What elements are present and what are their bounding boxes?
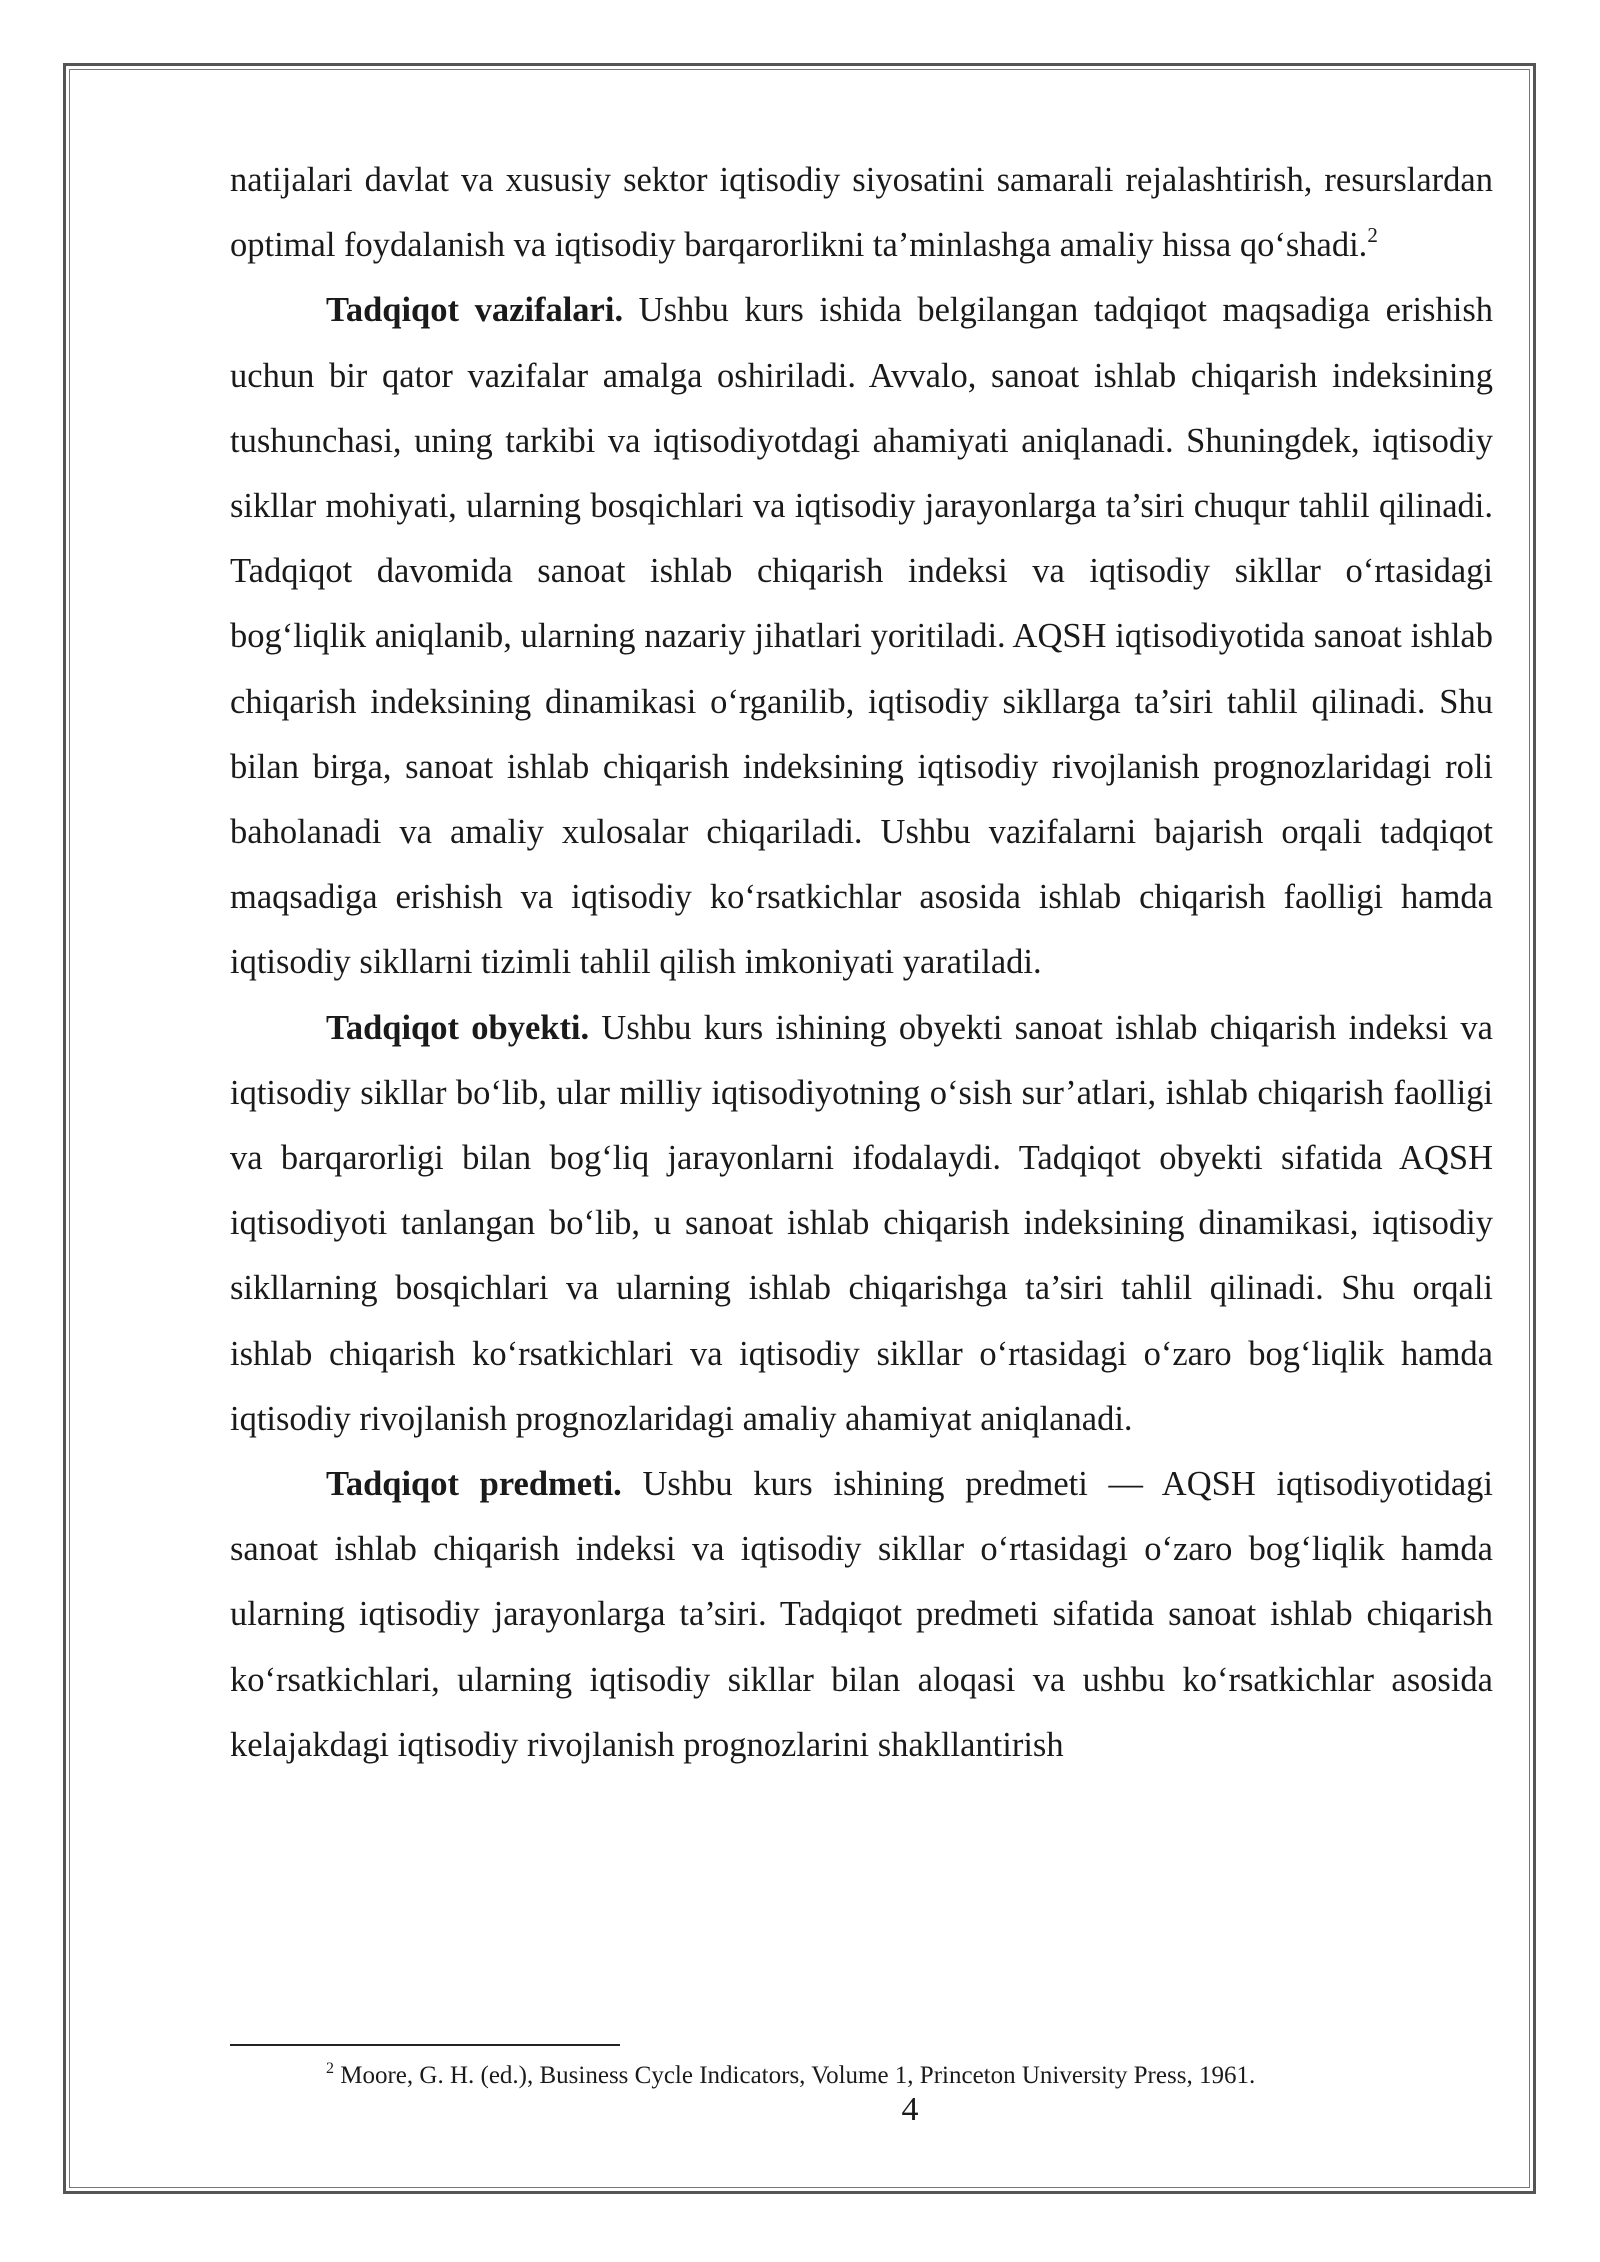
paragraph-text: Ushbu kurs ishining obyekti sanoat ishlab chiqarish indeksi va iqtisodiy sikllar bo‘lib, ular milliy iqtisodiyotning o‘sish sur’atlari, ishlab chiqarish faolligi va barqarorligi bilan bog‘liq jarayonlarni ifodalaydi. Tadqiqot obyekti sifatida AQSH iqtisodiyoti tanlangan bo‘lib, u sanoat ishlab chiqarish indeksining dinamikasi, iqtisodiy sikllarning bosqichlari va ularning ishlab chiqarishga ta’siri tahlil qilinadi. Shu orqali ishlab chiqarish ko‘rsatkichlari va iqtisodiy sikllar o‘rtasidagi o‘zaro bog‘liqlik hamda iqtisodiy rivojlanish prognozlaridagi amaliy ahamiyat aniqlanadi. — [230, 1008, 1493, 1438]
footnote — [326, 2060, 1486, 2092]
paragraph-obyekti — [230, 996, 1493, 1452]
page-number: 4 — [901, 2091, 919, 2128]
section-heading: Tadqiqot predmeti. — [326, 1465, 622, 1504]
section-heading: Tadqiqot vazifalari. — [326, 291, 624, 330]
section-heading: Tadqiqot obyekti. — [326, 1008, 590, 1047]
body-text — [230, 148, 1493, 1778]
paragraph-text: Ushbu kurs ishida belgilangan tadqiqot maqsadiga erishish uchun bir qator vazifalar amalga oshiriladi. Avvalo, sanoat ishlab chiqarish indeksining tushunchasi, uning tarkibi va iqtisodiyotdagi ahamiyati aniqlanadi. Shuningdek, iqtisodiy sikllar mohiyati, ularning bosqichlari va iqtisodiy jarayonlarga ta’siri chuqur tahlil qilinadi. Tadqiqot davomida sanoat ishlab chiqarish indeksi va iqtisodiy sikllar o‘rtasidagi bog‘liqlik aniqlanib, ularning nazariy jihatlari yoritiladi. AQSH iqtisodiyotida sanoat ishlab chiqarish indeksining dinamikasi o‘rganilib, iqtisodiy sikllarga ta’siri tahlil qilinadi. Shu bilan birga, sanoat ishlab chiqarish indeksining iqtisodiy rivojlanish prognozlaridagi roli baholanadi va amaliy xulosalar chiqariladi. Ushbu vazifalarni bajarish orqali tadqiqot maqsadiga erishish va iqtisodiy ko‘rsatkichlar asosida ishlab chiqarish faolligi hamda iqtisodiy sikllarni tizimli tahlil qilish imkoniyati yaratiladi. — [230, 291, 1493, 982]
footnote-number: 2 — [326, 2060, 334, 2077]
paragraph-text: natijalari davlat va xususiy sektor iqtisodiy siyosatini samarali rejalashtirish, resurslardan optimal foydalanish va iqtisodiy barqarorlikni ta’minlashga amaliy hissa qo‘shadi. — [230, 161, 1493, 265]
paragraph-vazifalari — [230, 278, 1493, 995]
paragraph-predmeti — [230, 1452, 1493, 1778]
paragraph-continuation — [230, 148, 1493, 278]
paragraph-text: Ushbu kurs ishining predmeti — AQSH iqtisodiyotidagi sanoat ishlab chiqarish indeksi va iqtisodiy sikllar o‘rtasidagi o‘zaro bog‘liqlik hamda ularning iqtisodiy jarayonlarga ta’siri. Tadqiqot predmeti sifatida sanoat ishlab chiqarish ko‘rsatkichlari, ularning iqtisodiy sikllar bilan aloqasi va ushbu ko‘rsatkichlar asosida kelajakdagi iqtisodiy rivojlanish prognozlarini shakllantirish — [230, 1465, 1494, 1764]
footnote-reference[interactable]: 2 — [1367, 223, 1378, 248]
footnote-text: Moore, G. H. (ed.), Business Cycle Indicators, Volume 1, Princeton University Press, 1961. — [334, 2062, 1256, 2089]
footnote-separator — [230, 2044, 620, 2046]
